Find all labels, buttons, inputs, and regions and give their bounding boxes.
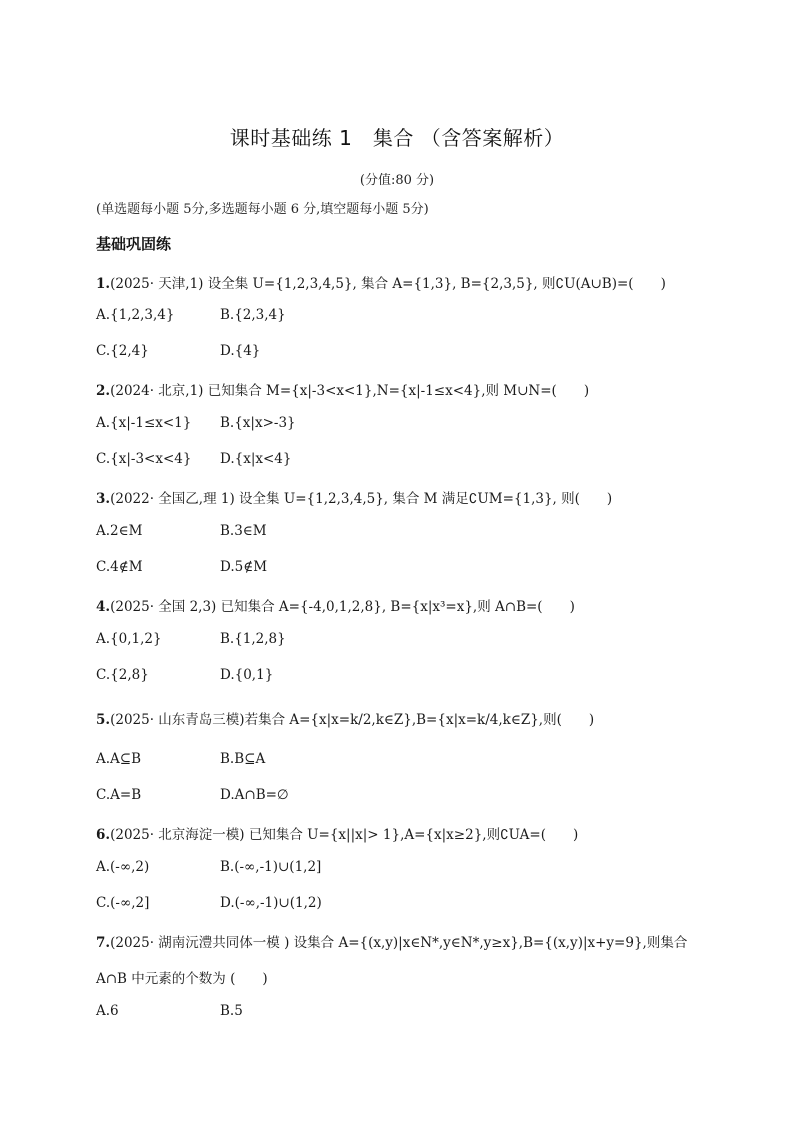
option-a: A.{1,2,3,4} (96, 307, 175, 323)
question-5 (96, 708, 594, 728)
question-4 (96, 595, 575, 615)
question-6 (96, 823, 578, 843)
option-b: B.3∈M (220, 523, 267, 539)
question-1 (96, 272, 666, 292)
option-b: B.{1,2,8} (220, 631, 286, 647)
question-number: 5. (96, 712, 111, 728)
option-b: B.{x|x>-3} (220, 415, 296, 431)
option-d: D.{x|x<4} (220, 451, 292, 467)
question-text: (2025· 湖南沅澧共同体一模 ) 设集合 A={(x,y)|x∈N*,y∈N*,y≥x},B={(x,y)|x+y=9},则集合 (110, 935, 688, 951)
question-text: (2025· 天津,1) 设全集 U={1,2,3,4,5}, 集合 A={1,3}, B={2,3,5}, 则∁U(A∪B)=( ) (110, 276, 666, 292)
question-text: (2024· 北京,1) 已知集合 M={x|-3<x<1},N={x|-1≤x<4},则 M∪N=( ) (110, 383, 590, 399)
question-2 (96, 379, 589, 399)
question-7 (96, 931, 687, 951)
option-d: D.A∩B=∅ (220, 787, 289, 803)
option-d: D.(-∞,-1)∪(1,2) (220, 895, 322, 911)
question-text: (2025· 山东青岛三模)若集合 A={x|x=k/2,k∈Z},B={x|x=k/4,k∈Z},则( ) (110, 712, 595, 728)
question-number: 6. (96, 827, 111, 843)
question-text: (2025· 全国 2,3) 已知集合 A={-4,0,1,2,8}, B={x|x³=x},则 A∩B=( ) (110, 599, 575, 615)
page-title: 课时基础练 1 集合 （含答案解析） (229, 126, 565, 150)
option-c: C.{x|-3<x<4} (96, 451, 192, 467)
question-number: 7. (96, 935, 111, 951)
option-b: B.{2,3,4} (220, 307, 286, 323)
option-c: C.{2,8} (96, 667, 149, 683)
option-a: A.{x|-1≤x<1} (96, 415, 192, 431)
question-number: 2. (96, 383, 111, 399)
option-d: D.5∉M (220, 559, 268, 575)
score-note: (分值:80 分) (359, 173, 435, 188)
option-b: B.5 (220, 1003, 243, 1019)
question-number: 3. (96, 491, 111, 507)
option-c: C.4∉M (96, 559, 143, 575)
question-3 (96, 487, 612, 507)
question-text: (2022· 全国乙,理 1) 设全集 U={1,2,3,4,5}, 集合 M 满足∁UM={1,3}, 则( ) (110, 491, 613, 507)
question-7-continuation: A∩B 中元素的个数为 ( ) (96, 971, 268, 987)
option-a: A.A⊆B (96, 751, 142, 767)
option-a: A.6 (96, 1003, 119, 1019)
option-c: C.{2,4} (96, 343, 149, 359)
option-a: A.2∈M (96, 523, 143, 539)
option-a: A.(-∞,2) (96, 859, 150, 875)
scoring-rules: (单选题每小题 5分,多选题每小题 6 分,填空题每小题 5分) (96, 202, 429, 217)
option-d: D.{4} (220, 343, 261, 359)
option-d: D.{0,1} (220, 667, 274, 683)
option-c: C.(-∞,2] (96, 895, 150, 911)
question-number: 1. (96, 276, 111, 292)
question-number: 4. (96, 599, 111, 615)
section-heading: 基础巩固练 (96, 235, 172, 253)
option-a: A.{0,1,2} (96, 631, 162, 647)
question-text: (2025· 北京海淀一模) 已知集合 U={x||x|> 1},A={x|x≥2},则∁UA=( ) (110, 827, 579, 843)
option-b: B.(-∞,-1)∪(1,2] (220, 859, 322, 875)
option-b: B.B⊆A (220, 751, 266, 767)
option-c: C.A=B (96, 787, 142, 803)
